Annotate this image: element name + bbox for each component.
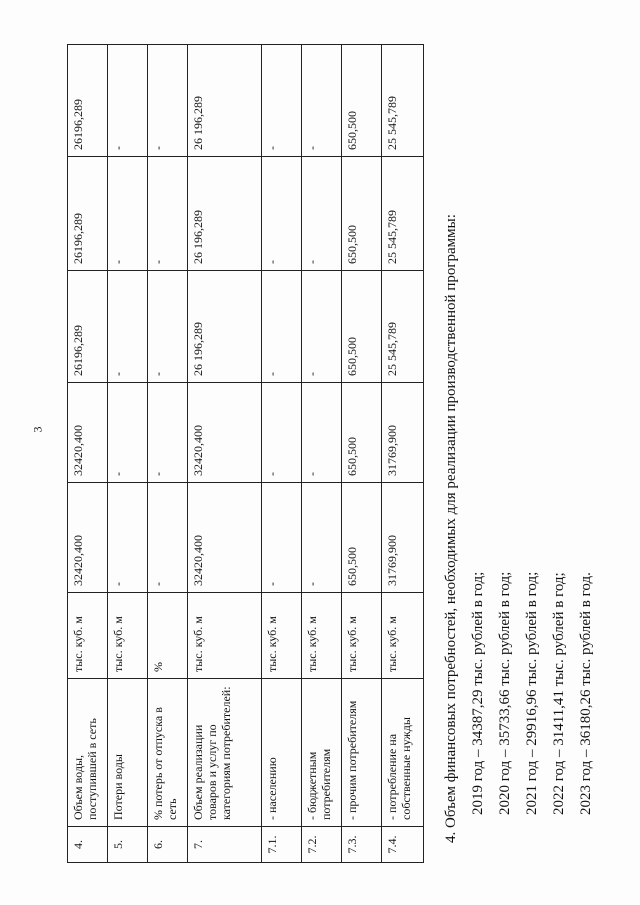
value-5: - [108,45,148,157]
table-row [108,45,148,863]
production-program-table [67,44,424,863]
table-row [148,45,188,863]
row-unit: тыс. куб. м [108,593,148,679]
row-number: 4. [68,827,108,863]
value-2: 32420,400 [188,383,262,483]
value-2: - [148,383,188,483]
value-4: - [108,157,148,271]
row-name: % потерь от отпуска в сеть [148,679,188,827]
value-1: - [108,483,148,593]
value-3: - [262,271,302,383]
value-4: 25 545,789 [382,157,424,271]
value-5: 650,500 [342,45,382,157]
value-1: 32420,400 [68,483,108,593]
row-number: 7.1. [262,827,302,863]
row-number: 7. [188,827,262,863]
row-unit: % [148,593,188,679]
value-1: 650,500 [342,483,382,593]
value-2: - [108,383,148,483]
value-5: - [148,45,188,157]
row-unit: тыс. куб. м [382,593,424,679]
row-number: 7.4. [382,827,424,863]
value-3: 26 196,289 [188,271,262,383]
row-number: 5. [108,827,148,863]
year-line: 2022 год – 31411,41 тыс. рублей в год; [551,572,567,815]
table-row [262,45,302,863]
row-name: - прочим потребителям [342,679,382,827]
value-5: 25 545,789 [382,45,424,157]
row-unit: тыс. куб. м [302,593,342,679]
financial-needs-section [438,73,600,863]
row-name: - потребление на собственные нужды [382,679,424,827]
value-3: 650,500 [342,271,382,383]
value-1: 32420,400 [188,483,262,593]
value-1: - [148,483,188,593]
row-number: 7.2. [302,827,342,863]
value-1: - [262,483,302,593]
value-2: 32420,400 [68,383,108,483]
page-number: 3 [30,426,45,433]
value-2: - [302,383,342,483]
value-4: 26196,289 [68,157,108,271]
table-row [342,45,382,863]
row-name: Объем реализации товаров и услуг по категориям потребителей: [188,679,262,827]
value-4: - [262,157,302,271]
table-row [382,45,424,863]
value-3: - [148,271,188,383]
value-3: 25 545,789 [382,271,424,383]
value-5: - [262,45,302,157]
year-line: 2019 год – 34387,29 тыс. рублей в год; [470,571,486,815]
value-5: 26196,289 [68,45,108,157]
table-row [188,45,262,863]
row-number: 7.3. [342,827,382,863]
year-line: 2021 год – 29916,96 тыс. рублей в год; [524,571,540,815]
table-row [302,45,342,863]
value-3: 26196,289 [68,271,108,383]
value-3: - [108,271,148,383]
row-unit: тыс. куб. м [188,593,262,679]
year-line: 2023 год – 36180,26 тыс. рублей в год. [578,572,594,815]
row-name: Объем воды, поступившей в сеть [68,679,108,827]
value-4: - [302,157,342,271]
value-1: - [302,483,342,593]
row-unit: тыс. куб. м [262,593,302,679]
value-4: - [148,157,188,271]
row-unit: тыс. куб. м [68,593,108,679]
value-4: 26 196,289 [188,157,262,271]
section-heading: 4. Объем финансовых потребностей, необходимых для реализации производственной программы: [443,214,459,843]
value-4: 650,500 [342,157,382,271]
year-line: 2020 год – 35733,66 тыс. рублей в год; [497,571,513,815]
value-2: 31769,900 [382,383,424,483]
row-name: - бюджетным потребителям [302,679,342,827]
row-number: 6. [148,827,188,863]
table-row [68,45,108,863]
row-unit: тыс. куб. м [342,593,382,679]
value-1: 31769,900 [382,483,424,593]
value-5: 26 196,289 [188,45,262,157]
row-name: Потери воды [108,679,148,827]
row-name: - населению [262,679,302,827]
value-5: - [302,45,342,157]
value-2: 650,500 [342,383,382,483]
value-3: - [302,271,342,383]
value-2: - [262,383,302,483]
